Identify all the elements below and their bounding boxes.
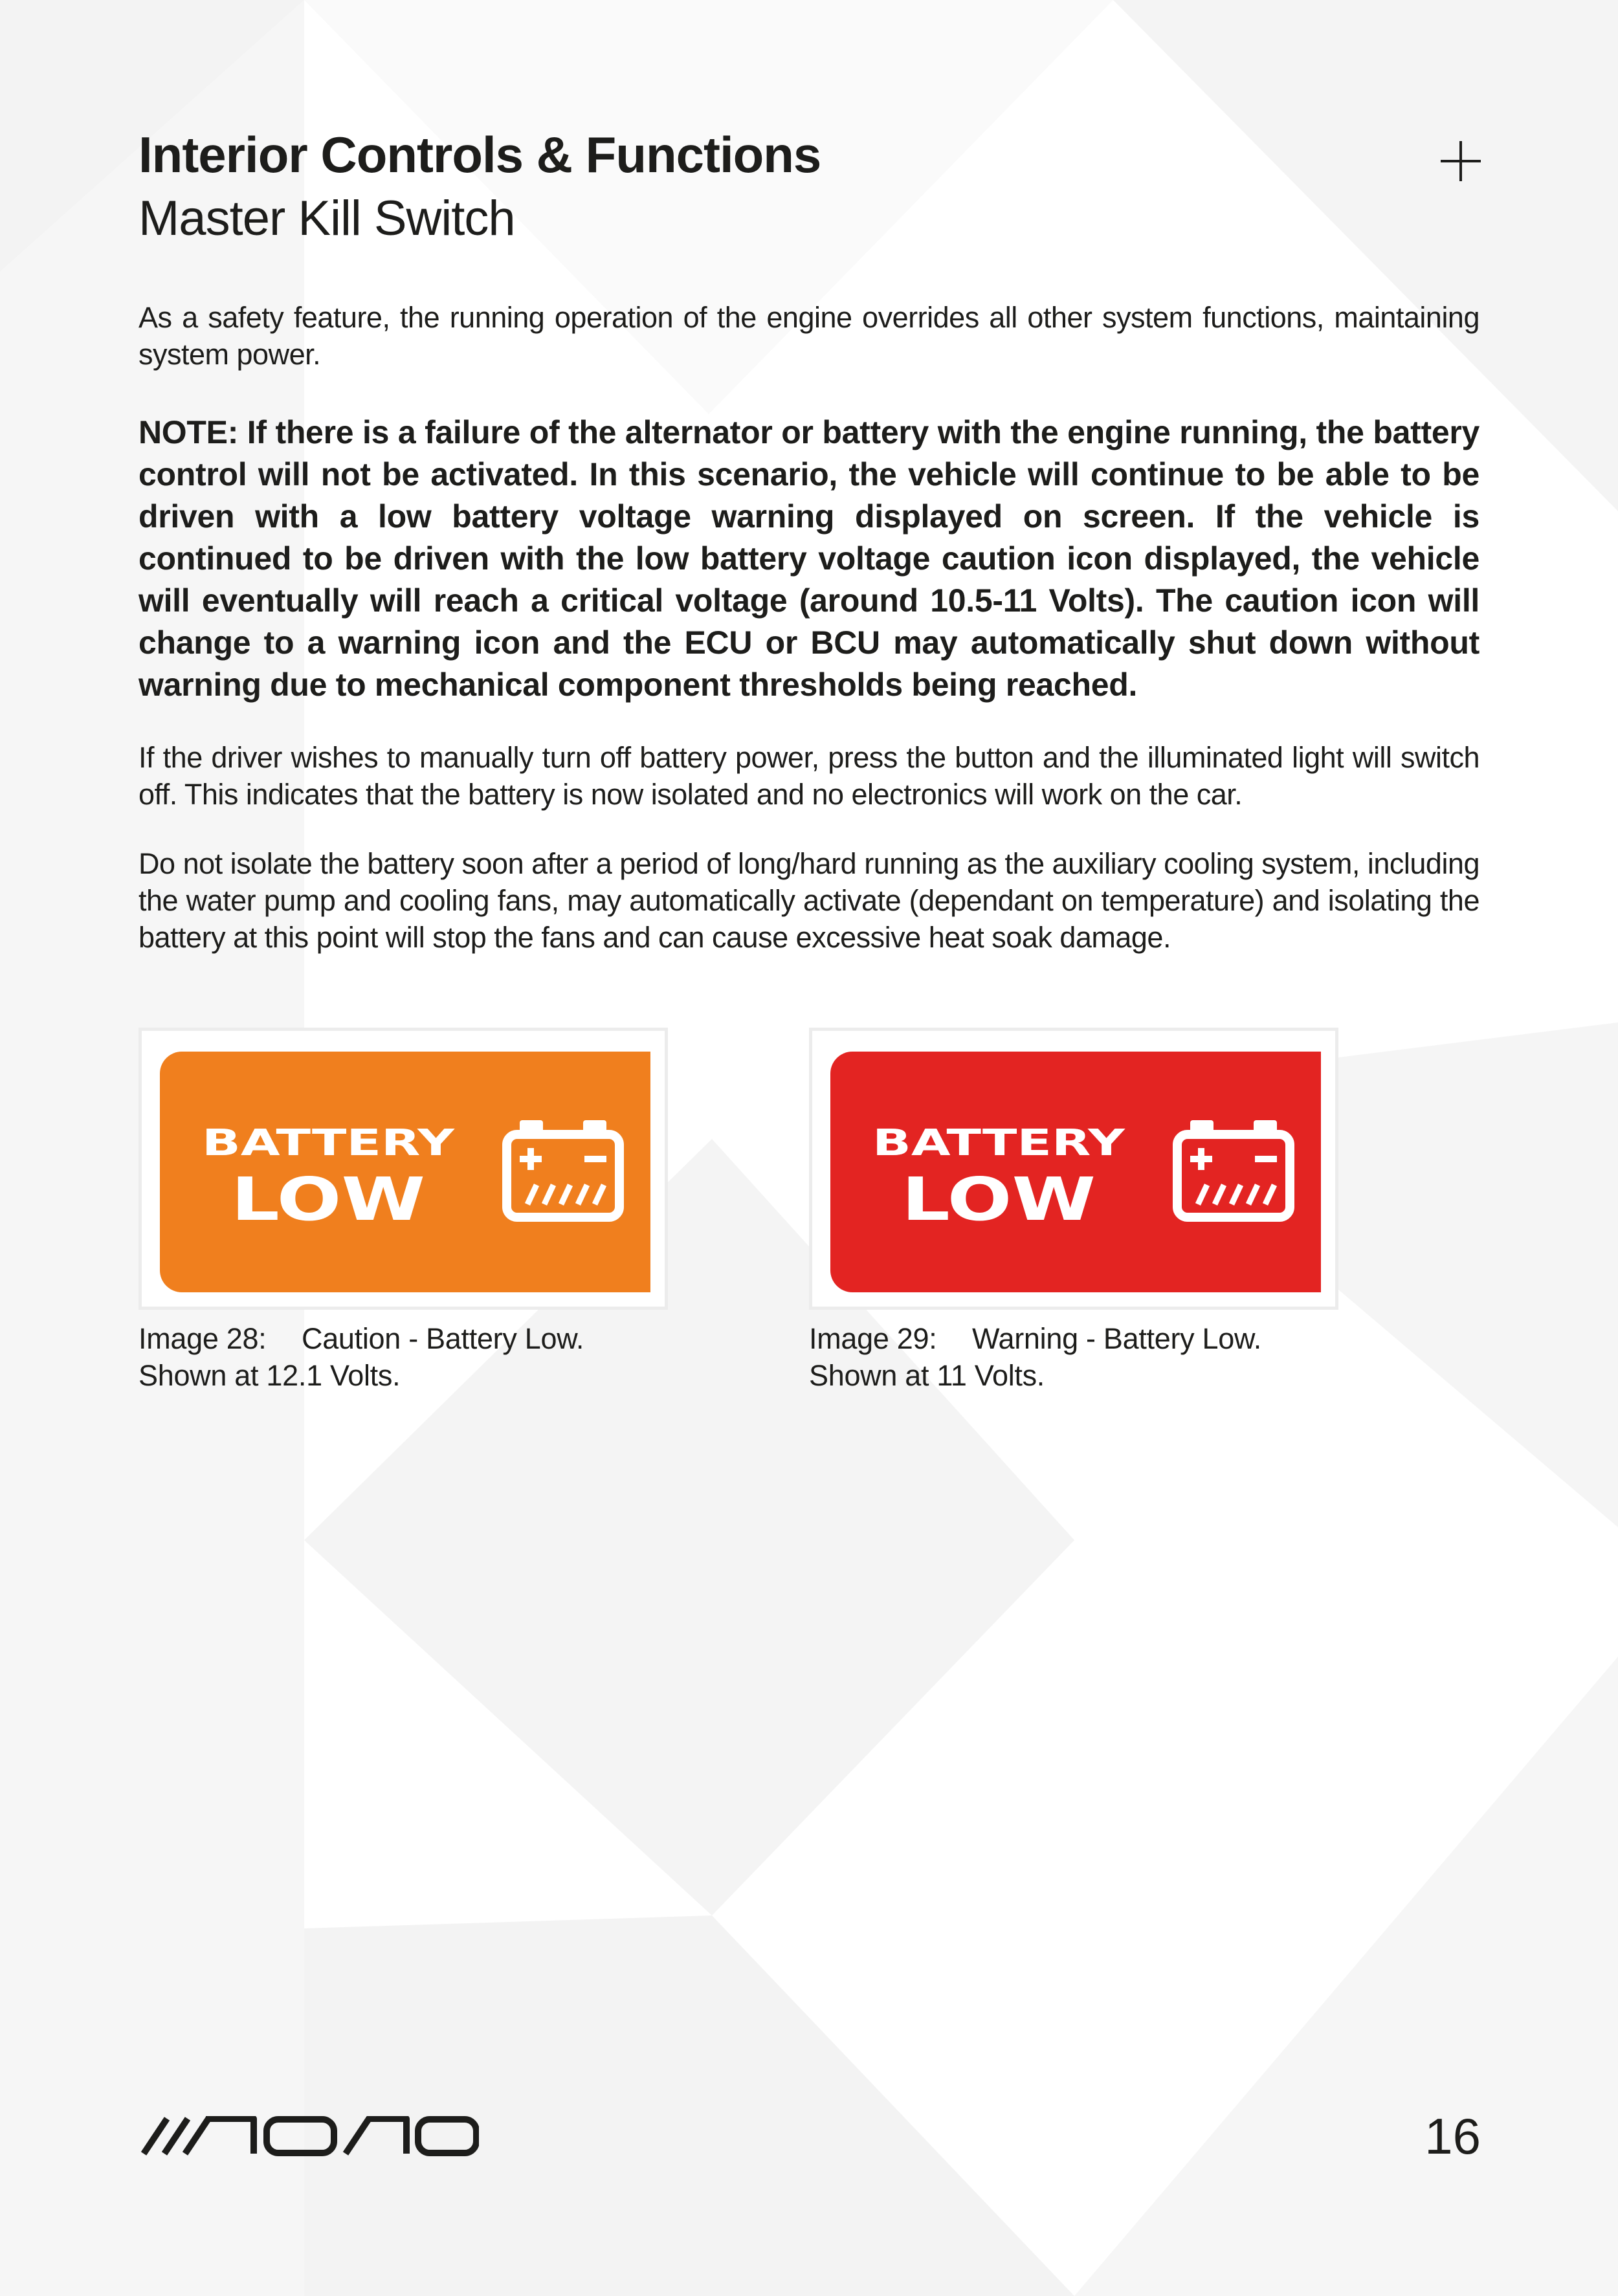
note-paragraph: NOTE: If there is a failure of the alternator or battery with the engine running, the battery control will not be activated. In this scenario, the vehicle will continue to be able to be driven with a low battery voltage warning displayed on screen. If the vehicle is continued to be driven with the low battery voltage caution icon displayed, the vehicle will eventually will reach a critical voltage (around 10.5-11 Volts). The caution icon will change to a warning icon and the ECU or BCU may automatically shut down without warning due to mechanical component thresholds being reached. [139,414,1479,703]
badge-text [863,1115,1135,1231]
caption-text: Caution - Battery Low. [302,1322,584,1355]
badge-line-2: LOW [902,1165,1096,1231]
caption-label: Image 28: [139,1322,267,1355]
caution-battery-low-figure [139,1028,668,1310]
heat-soak-warning-paragraph: Do not isolate the battery soon after a period of long/hard running as the auxiliary cooling system, including the water pump and cooling fans, may automatically activate (dependant on temperature) and isolating the battery at this point will stop the fans and can cause excessive heat soak damage. [139,847,1479,954]
warning-battery-low-figure [809,1028,1338,1310]
badge-line-1: BATTERY [202,1122,456,1164]
caption-voltage: Shown at 11 Volts. [809,1359,1045,1392]
plus-icon[interactable] [1441,141,1481,181]
caution-badge [160,1052,650,1292]
manual-isolation-paragraph: If the driver wishes to manually turn off battery power, press the button and the illuminated light will switch off. This indicates that the battery is now isolated and no electronics will work on the car. [139,741,1479,811]
page-subtitle: Master Kill Switch [139,191,515,246]
caption-text: Warning - Battery Low. [972,1322,1261,1355]
figure-caption-28 [139,1320,584,1394]
car-battery-icon [1172,1120,1295,1222]
page-number: 16 [1424,2108,1481,2165]
intro-paragraph: As a safety feature, the running operation of the engine overrides all other system functions, maintaining system power. [139,301,1479,371]
badge-line-1: BATTERY [872,1122,1127,1164]
warning-badge [830,1052,1321,1292]
caption-voltage: Shown at 12.1 Volts. [139,1359,401,1392]
badge-text [192,1115,464,1231]
mono-logo [140,2116,479,2156]
car-battery-icon [502,1120,625,1222]
caption-label: Image 29: [809,1322,937,1355]
page-title: Interior Controls & Functions [139,126,821,183]
figure-caption-29 [809,1320,1261,1394]
badge-line-2: LOW [231,1165,425,1231]
